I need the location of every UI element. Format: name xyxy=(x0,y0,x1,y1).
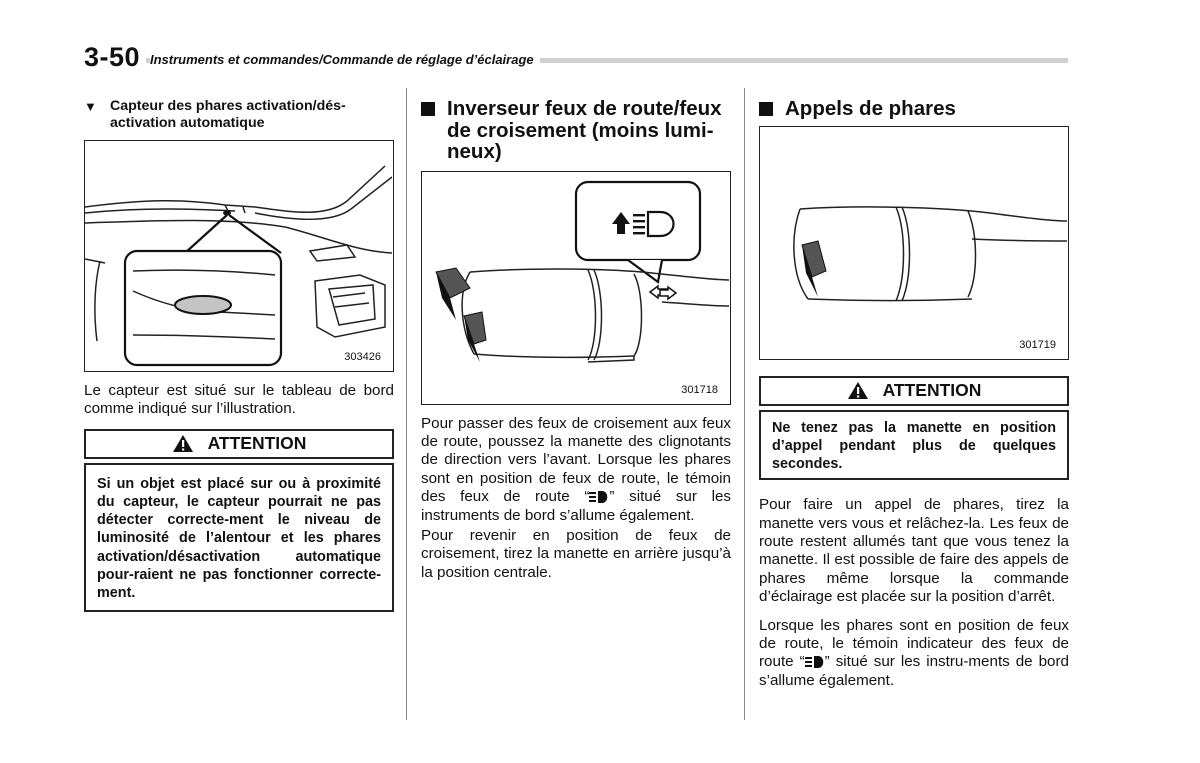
page-header-title xyxy=(150,52,540,67)
heading-line: neux) xyxy=(447,140,502,163)
lever-figure xyxy=(421,171,731,405)
heading-line: de croisement (moins lumi- xyxy=(447,118,714,142)
heading-line: Inverseur feux de route/feux xyxy=(447,97,722,120)
subheading-text: Capteur des phares activation/dés- activation automatique xyxy=(110,98,346,131)
heading-text: Appels de phares xyxy=(785,97,956,120)
headlight-flash-lever-illustration xyxy=(760,127,1067,358)
page-number: 3-50 xyxy=(84,42,141,72)
header-title-text: Instruments et commandes/Commande de réglage d’éclairage xyxy=(150,52,540,67)
attention-title: ATTENTION xyxy=(882,380,982,400)
black-square-icon xyxy=(421,102,435,116)
flash-figure xyxy=(759,126,1069,360)
paragraph-text: Pour passer des feux de croisement aux feux de route, poussez la manette des clignotants de direction vers l’avant. Lorsque les phares sont en position de feux de route, le témoin des feux de route “ xyxy=(421,414,731,506)
figure-code: 301719 xyxy=(1019,338,1056,351)
paragraph xyxy=(421,415,731,525)
dashboard-sensor-illustration xyxy=(85,141,392,370)
sensor-figure xyxy=(84,140,394,372)
section-heading xyxy=(421,98,731,163)
attention-header xyxy=(759,376,1069,406)
sensor-description: Le capteur est situé sur le tableau de bord comme indiqué sur l’illustration. xyxy=(84,382,394,418)
warning-triangle-icon xyxy=(172,434,194,453)
attention-title: ATTENTION xyxy=(207,433,307,454)
column-left xyxy=(84,98,394,612)
column-divider xyxy=(744,88,745,720)
attention-text: Si un objet est placé sur ou à proximité du capteur, le capteur pourrait ne pas détecter correcte-ment le niveau de luminosité de l’alentour et les phares activation/désactivation automatique pour-raient ne pas fonctionner correcte-ment. xyxy=(84,463,394,612)
attention-text: Ne tenez pas la manette en position d’appel pendant plus de quelques secondes. xyxy=(759,410,1069,481)
warning-triangle-icon xyxy=(847,381,869,400)
paragraph-text: ” situé sur les instruments de bord s’allume également. xyxy=(421,488,732,524)
turn-signal-lever-illustration xyxy=(422,172,729,403)
paragraph: Pour faire un appel de phares, tirez la manette vers vous et relâchez-la. Les feux de route restent allumés tant que vous tenez la manette. Il est possible de faire des appels de phares même lorsque la commande d’éclairage est placée sur la position d’arrêt. xyxy=(759,496,1069,606)
column-divider xyxy=(406,88,407,720)
paragraph: Pour revenir en position de feux de croisement, tirez la manette en arrière jusqu’à la position centrale. xyxy=(421,526,731,581)
paragraph-text: ” situé sur les instru-ments de bord s’allume également. xyxy=(759,653,1069,689)
paragraph xyxy=(759,617,1069,691)
figure-code: 303426 xyxy=(344,351,381,363)
paragraph-text: Lorsque les phares sont en position de feux de route, le témoin indicateur des feux de route “ xyxy=(759,616,1069,671)
black-square-icon xyxy=(759,102,773,116)
high-beam-indicator-icon xyxy=(589,490,609,504)
figure-code: 301718 xyxy=(681,383,718,396)
column-middle xyxy=(421,98,731,582)
attention-header xyxy=(84,429,394,459)
section-heading xyxy=(759,98,1069,120)
subheading xyxy=(84,98,394,132)
high-beam-indicator-icon xyxy=(805,655,825,669)
down-triangle-icon: ▼ xyxy=(84,99,97,114)
column-right xyxy=(759,98,1069,690)
